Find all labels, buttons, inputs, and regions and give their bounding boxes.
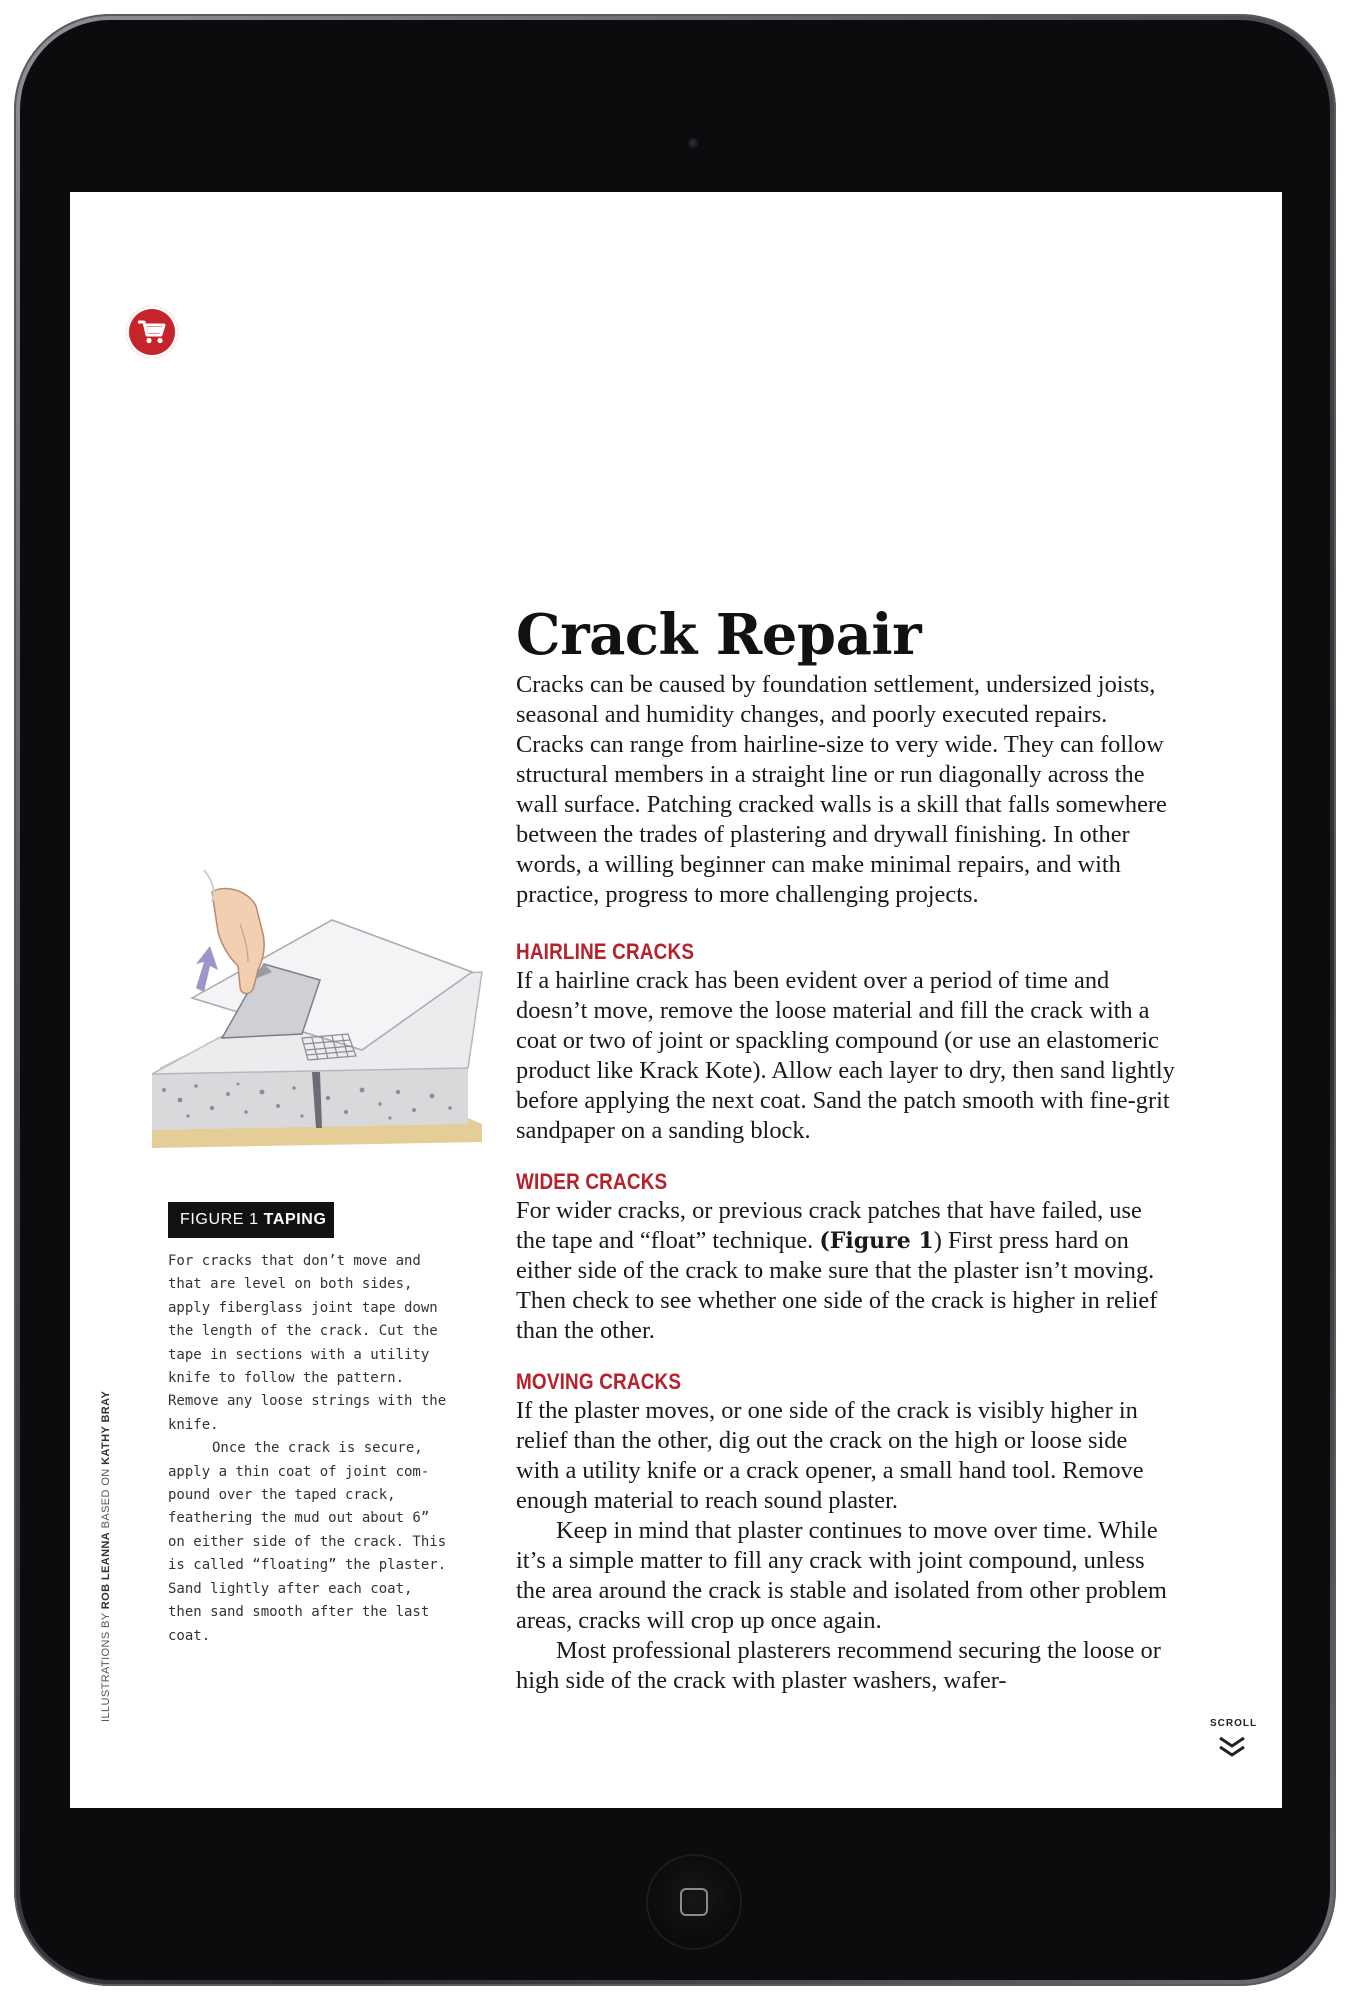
figure-label — [168, 1202, 334, 1238]
front-camera — [688, 138, 700, 150]
figure-number: FIGURE 1 — [180, 1211, 259, 1228]
article-body — [516, 670, 1176, 1696]
credit-original-artist: KATHY BRAY — [100, 1390, 112, 1465]
moving-paragraph-3: Most professional plasterers recommend securing the loose or high side of the crack with plaster washers, wafer- — [516, 1637, 1161, 1694]
taping-illustration — [152, 862, 492, 1162]
section-heading-moving: MOVING CRACKS — [516, 1369, 682, 1394]
figure-title: TAPING — [263, 1211, 327, 1228]
wider-text-before: For wider cracks, or previous crack patches that have failed, use the tape and “float” technique. — [516, 1197, 1142, 1254]
scroll-indicator[interactable] — [1210, 1718, 1258, 1763]
figure-caption — [168, 1250, 450, 1648]
shop-button[interactable] — [126, 306, 178, 358]
section-heading-hairline: HAIRLINE CRACKS — [516, 939, 695, 964]
home-button[interactable] — [648, 1856, 740, 1948]
figure-reference-link[interactable]: (Figure 1 — [819, 1228, 934, 1254]
magazine-page[interactable] — [70, 192, 1282, 1808]
section-heading-wider: WIDER CRACKS — [516, 1169, 668, 1194]
credit-middle: BASED ON — [100, 1468, 112, 1529]
intro-paragraph: Cracks can be caused by foundation settlement, undersized joists, seasonal and humidity changes, and poorly executed repairs. Cracks can range from hairline-size to very wide. They can follow structural members in a straight line or run diagonally across the wall surface. Patching cracked walls is a skill that falls somewhere between the trades of plastering and drywall finishing. In other words, a willing beginner can make minimal repairs, and with practice, progress to more challenging projects. — [516, 671, 1167, 908]
shopping-cart-icon — [138, 319, 166, 345]
credit-illustrator: ROB LEANNA — [100, 1531, 112, 1610]
caption-paragraph-1: For cracks that don’t move and that are level on both sides, apply fiberglass joint tape down the length of the crack. Cut the tape in sections with a utility knife to follow the pattern. Remove any loose strings with the knife. — [168, 1253, 447, 1433]
moving-paragraph-2: Keep in mind that plaster continues to move over time. While it’s a simple matter to fill any crack with joint compound, unless the area around the crack is stable and isolated from other problem areas, cracks will crop up once again. — [516, 1517, 1167, 1634]
home-square-icon — [680, 1888, 708, 1916]
scroll-label: SCROLL — [1210, 1718, 1258, 1729]
hairline-paragraph: If a hairline crack has been evident over a period of time and doesn’t move, remove the loose material and fill the crack with a coat or two of joint or spackling compound (or use an elastomeric product like Krack Kote). Allow each layer to dry, then sand lightly before applying the next coat. Sand the patch smooth with fine-grit sandpaper on a sanding block. — [516, 967, 1175, 1144]
moving-paragraph: If the plaster moves, or one side of the crack is visibly higher in relief than the other, dig out the crack on the high or loose side with a utility knife or a crack opener, a small hand tool. Remove enough material to reach sound plaster. — [516, 1397, 1144, 1514]
double-chevron-down-icon — [1217, 1735, 1247, 1759]
wider-text-after: ) First press hard on either side of the crack to make sure that the plaster isn’t moving. Then check to see whether one side of the crack is higher in relief than the other. — [516, 1227, 1158, 1344]
caption-paragraph-2: Once the crack is secure, apply a thin coat of joint compound over the taped crack, feathering the mud out about 6” on either side of the crack. This is called “floating” the plaster. Sand lightly after each coat, then sand smooth after the last coat. — [168, 1440, 447, 1644]
wider-paragraph — [516, 1196, 1176, 1346]
illustration-credit — [100, 1391, 112, 1722]
article-title: Crack Repair — [516, 602, 922, 668]
credit-prefix: ILLUSTRATIONS BY — [100, 1612, 112, 1722]
